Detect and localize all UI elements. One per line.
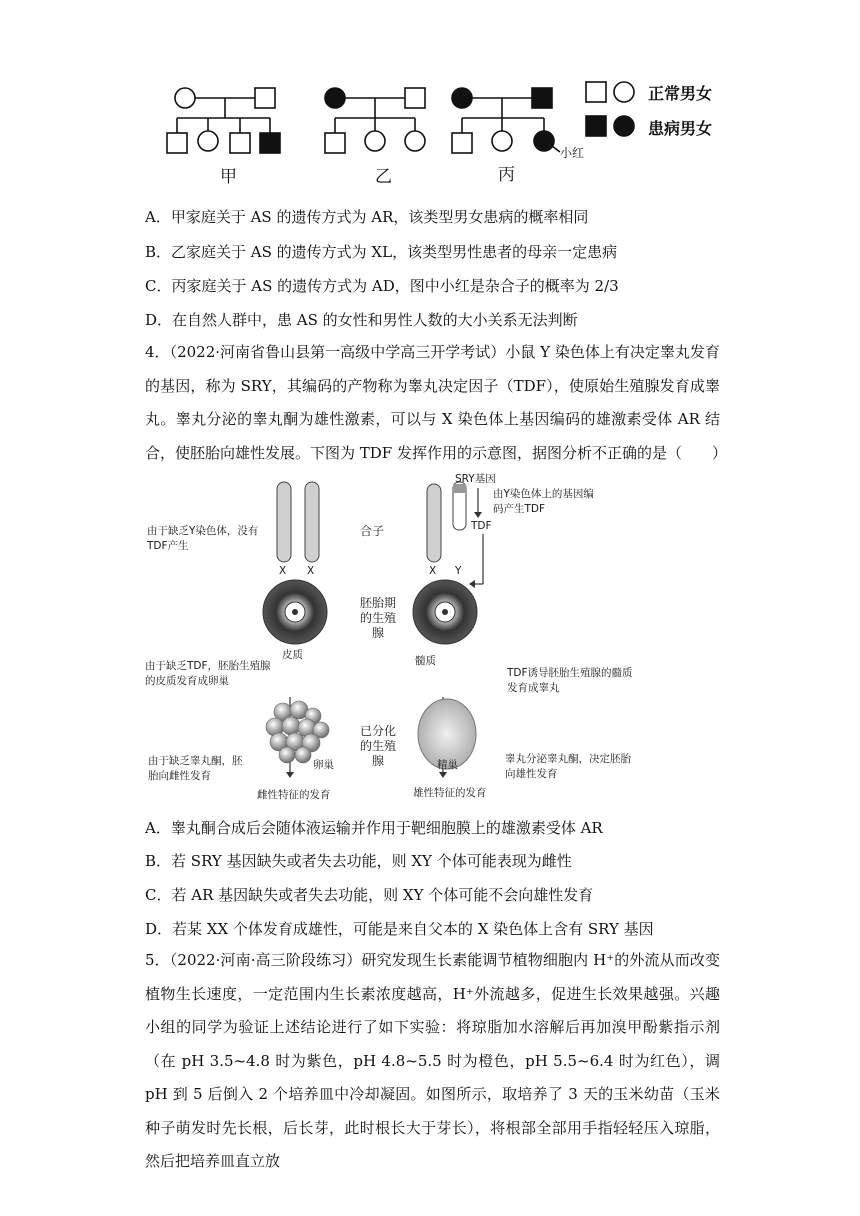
y-encode-label: 由Y染色体上的基因编码产生TDF	[493, 488, 594, 515]
q3-option-c: C．丙家庭关于 AS 的遗传方式为 AD，图中小红是杂合子的概率为 2/3	[145, 277, 619, 295]
diff-gonad-label: 已分化的生殖腺	[359, 724, 396, 768]
chrom-x3-label: X	[429, 565, 437, 577]
testis-label: 精巢	[437, 759, 458, 771]
q3-option-d: D．在自然人群中，患 AS 的女性和男性人数的大小关系无法判断	[145, 311, 578, 329]
chrom-x2-label: X	[307, 565, 315, 577]
q4-option-d: D．若某 XX 个体发育成雄性，可能是来自父本的 X 染色体上含有 SRY 基因	[145, 920, 654, 938]
cortex-label: 皮质	[282, 649, 303, 661]
legend-normal-label: 正常男女	[648, 84, 713, 103]
family-jia-label: 甲	[220, 167, 237, 187]
q5-stem: 5．（2022·河南·高三阶段练习）研究发现生长素能调节植物细胞内 H⁺的外流从而改变植物生长速度，一定范围内生长素浓度越高，H⁺外流越多，促进生长效果越强。兴趣小组的同学为验证上述结论进行了如下实验：将琼脂加水溶解后再加溴甲酚紫指示剂（在 pH 3.5~4.8 时为紫色，pH 4.8~5.5 时为橙色，pH 5.5~6.4 时为红色），调 pH 到 5 后倒入 2 个培养皿中冷却凝固。如图所示，取培养了 3 天的玉米幼苗（玉米种子萌发时先长根，后长芽，此时根长大于芽长），将根部全部用手指轻轻压入琼脂，然后把培养皿直立放	[145, 951, 720, 1170]
no-y-label: 由于缺乏Y染色体，没有TDF产生	[147, 525, 259, 552]
q4-stem: 4．（2022·河南省鲁山县第一高级中学高三开学考试）小鼠 Y 染色体上有决定睾丸发育的基因，称为 SRY，其编码的产物称为睾丸决定因子（TDF），使原始生殖腺发育成睾丸。睾丸分泌的睾丸酮为雄性激素，可以与 X 染色体上基因编码的雄激素受体 AR 结合，使胚胎向雄性发展。下图为 TDF 发挥作用的示意图，据图分析不正确的是（ ）	[145, 343, 727, 462]
medulla-label: 髓质	[415, 655, 436, 667]
tdf-label: TDF	[471, 520, 492, 532]
bing-mother	[452, 88, 472, 108]
yi-mother	[325, 88, 345, 108]
female-dev-label: 雌性特征的发育	[257, 789, 331, 801]
yi-father	[405, 88, 425, 108]
q4-option-b: B．若 SRY 基因缺失或者失去功能，则 XY 个体可能表现为雌性	[145, 852, 572, 870]
q3-option-a: A．甲家庭关于 AS 的遗传方式为 AR，该类型男女患病的概率相同	[145, 208, 589, 226]
family-bing-label: 丙	[498, 165, 515, 185]
xiaohong-symbol	[534, 131, 554, 151]
q3-option-b: B．乙家庭关于 AS 的遗传方式为 XL，该类型男性患者的母亲一定患病	[145, 243, 618, 261]
pedigree-figure	[160, 78, 740, 188]
q4-option-a: A．睾丸酮合成后会随体液运输并作用于靶细胞膜上的雄激素受体 AR	[145, 819, 603, 837]
zygote-label: 合子	[360, 524, 385, 538]
chrom-x1-label: X	[279, 565, 287, 577]
male-dev-label: 雄性特征的发育	[413, 787, 487, 799]
embryo-gonad-label: 胚胎期的生殖腺	[359, 596, 396, 640]
ovary-label: 卵巢	[313, 759, 334, 771]
no-tdf-label: 由于缺乏TDF，胚胎生殖腺的皮质发育成卵巢	[145, 660, 271, 687]
jia-father	[255, 88, 275, 108]
testo-secrete-label: 睾丸分泌睾丸酮，决定胚胎向雄性发育	[505, 753, 631, 780]
xiaohong-label: 小红	[560, 146, 585, 160]
tdf-figure	[145, 472, 665, 808]
q4-option-c: C．若 AR 基因缺失或者失去功能，则 XY 个体可能不会向雄性发育	[145, 886, 594, 904]
no-testo-label: 由于缺乏睾丸酮，胚胎向雌性发育	[148, 755, 243, 782]
legend-affected-label: 患病男女	[648, 119, 713, 138]
jia-mother	[175, 88, 195, 108]
sry-gene-label: SRY基因	[455, 473, 496, 485]
bing-father	[532, 88, 552, 108]
chrom-y-label: Y	[455, 565, 462, 577]
family-yi-label: 乙	[375, 167, 392, 187]
tdf-induce-label: TDF诱导胚胎生殖腺的髓质发育成睾丸	[507, 667, 633, 694]
